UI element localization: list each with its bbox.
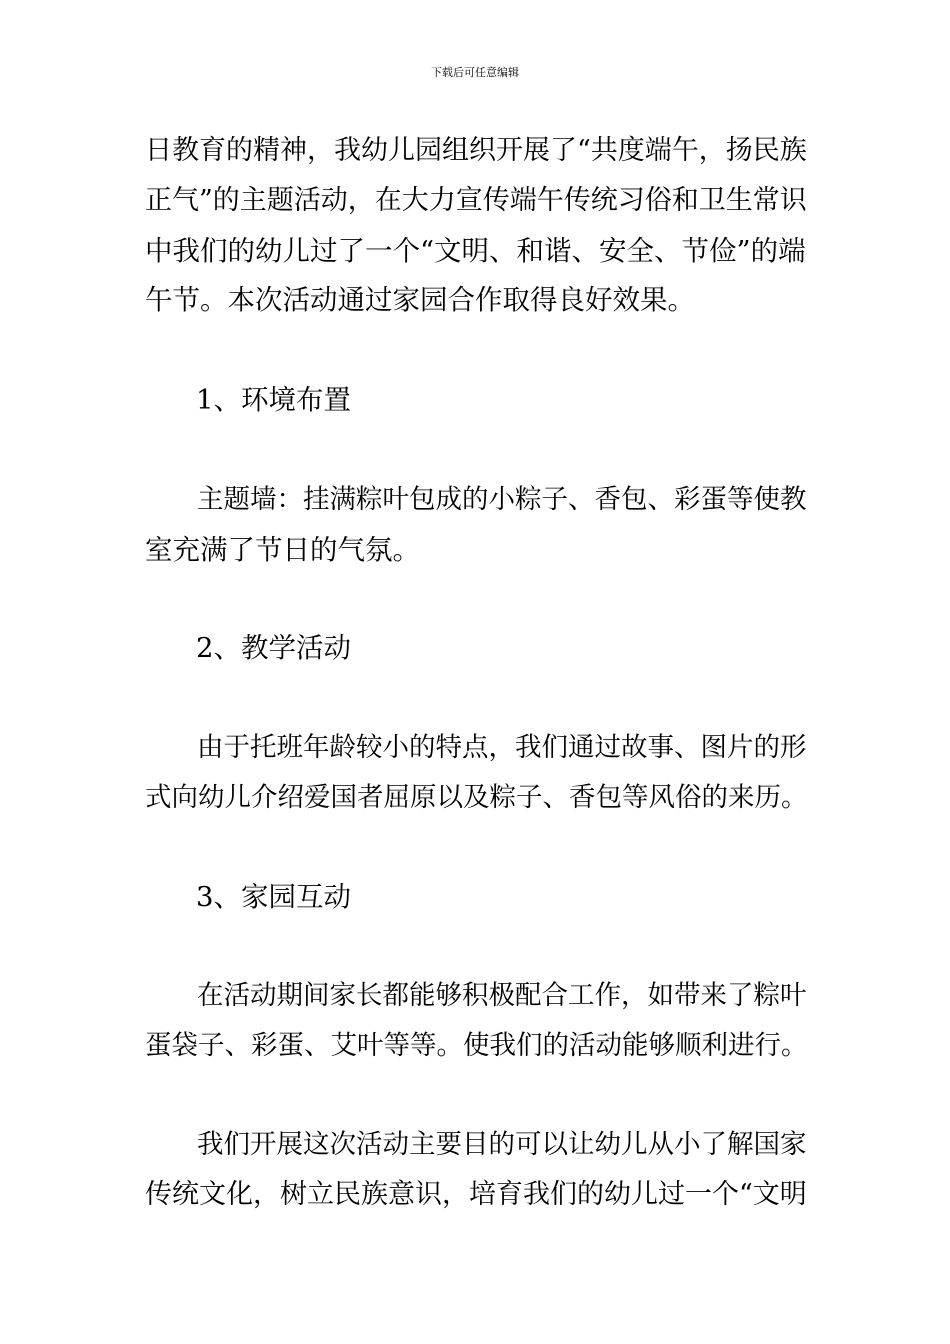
page-header: 下载后可任意编辑 bbox=[431, 66, 519, 79]
paragraph-line: 在活动期间家长都能够积极配合工作，如带来了粽叶 bbox=[197, 980, 807, 1011]
section-heading-environment: 1、环境布置 bbox=[196, 384, 351, 416]
paragraph-line: 午节。本次活动通过家园合作取得良好效果。 bbox=[145, 284, 695, 316]
paragraph-line: 传统文化，树立民族意识，培育我们的幼儿过一个“文明 bbox=[145, 1179, 807, 1210]
section-heading-teaching: 2、教学活动 bbox=[196, 632, 351, 664]
paragraph-line: 蛋袋子、彩蛋、艾叶等等。使我们的活动能够顺利进行。 bbox=[145, 1030, 808, 1061]
paragraph-line: 中我们的幼儿过了一个“文明、和谐、安全、节俭”的端 bbox=[145, 235, 806, 267]
paragraph-line: 室充满了节日的气氛。 bbox=[145, 534, 420, 566]
paragraph-line: 正气”的主题活动，在大力宣传端午传统习俗和卫生常识 bbox=[145, 185, 807, 216]
section-heading-home-school: 3、家园互动 bbox=[196, 881, 351, 913]
paragraph-line: 由于托班年龄较小的特点，我们通过故事、图片的形 bbox=[197, 732, 807, 763]
paragraph-line: 式向幼儿介绍爱国者屈原以及粽子、香包等风俗的来历。 bbox=[145, 782, 808, 813]
paragraph-line: 日教育的精神，我幼儿园组织开展了“共度端午，扬民族 bbox=[145, 135, 807, 166]
paragraph-line: 我们开展这次活动主要目的可以让幼儿从小了解国家 bbox=[197, 1129, 807, 1160]
paragraph-line: 主题墙：挂满粽叶包成的小粽子、香包、彩蛋等使教 bbox=[197, 484, 807, 515]
